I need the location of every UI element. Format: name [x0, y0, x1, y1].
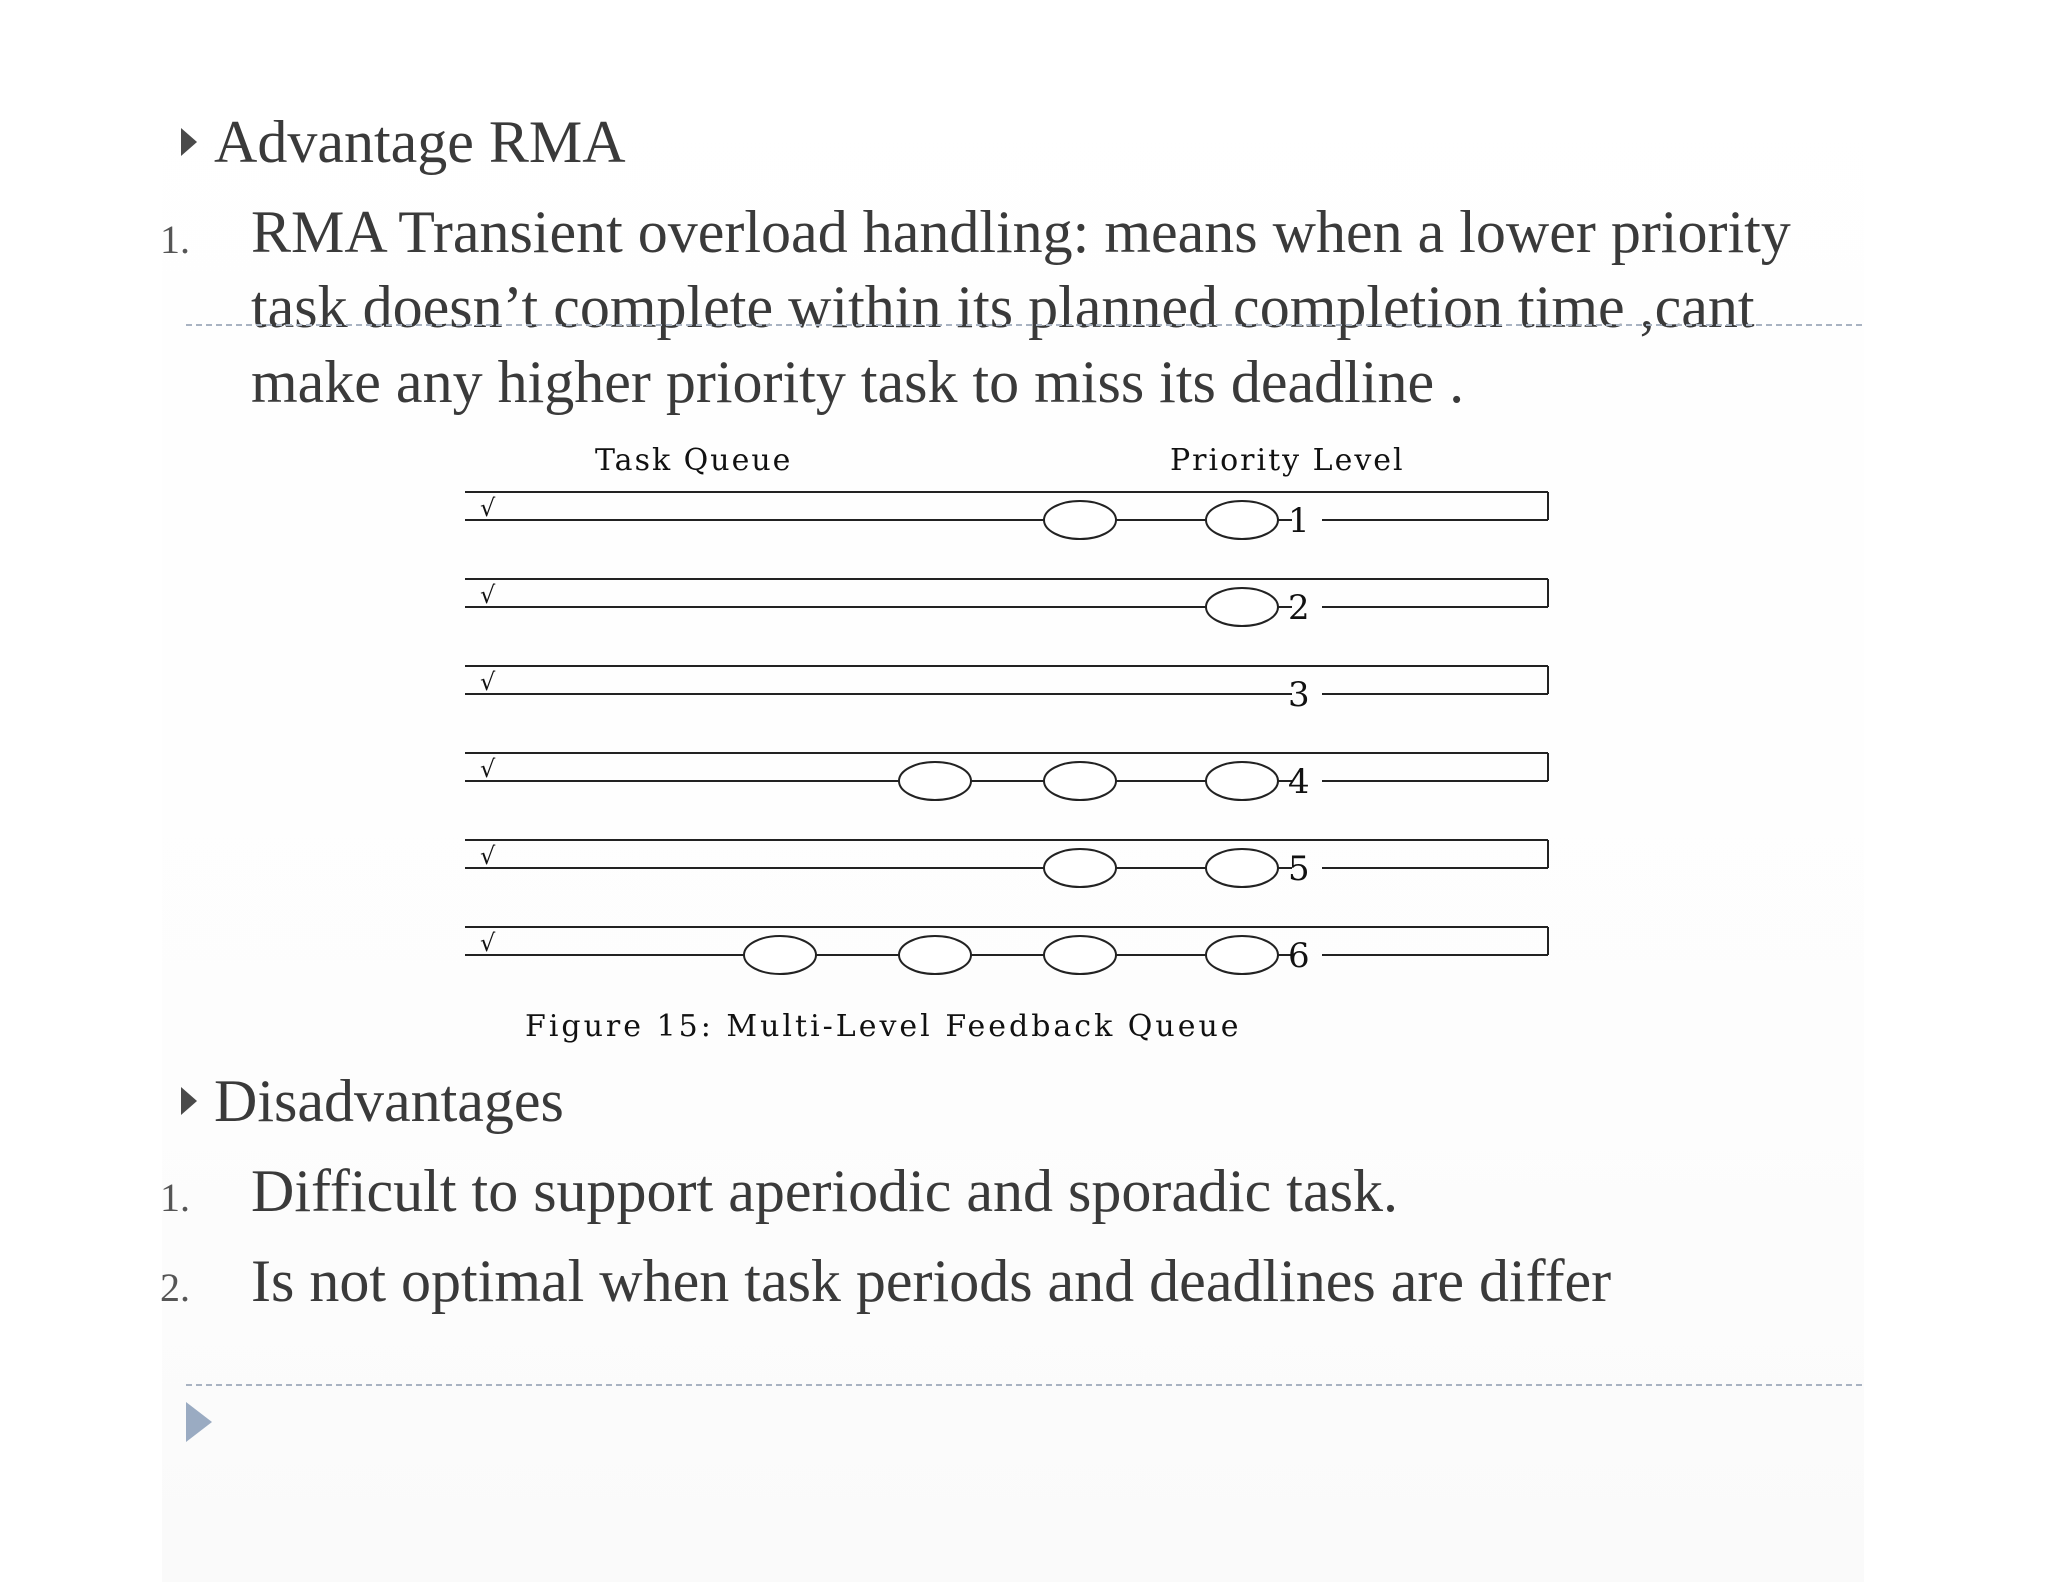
- advantage-item-number: 1.: [160, 217, 190, 262]
- task-circle: [1206, 849, 1278, 887]
- priority-level-number: 1: [1288, 501, 1310, 541]
- disadvantage-item-text: Is not optimal when task periods and deadlines are differ: [251, 1248, 1612, 1314]
- footer-divider: [186, 1384, 1862, 1386]
- figure-caption: Figure 15: Multi-Level Feedback Queue: [525, 1009, 1242, 1044]
- priority-level-number: 6: [1288, 936, 1310, 976]
- task-circle: [899, 936, 971, 974]
- advantage-item-line: RMA Transient overload handling: means when a lower priority: [251, 199, 1791, 265]
- priority-level-label: Priority Level: [1170, 443, 1405, 478]
- task-circle: [1206, 762, 1278, 800]
- mlfq-figure: [440, 430, 1580, 1050]
- task-circle: [899, 762, 971, 800]
- task-circle: [1206, 936, 1278, 974]
- task-circle: [1206, 501, 1278, 539]
- priority-level-number: 3: [1288, 675, 1310, 715]
- queue-entry-arrow-icon: √: [480, 581, 496, 609]
- priority-level-number: 5: [1288, 849, 1310, 889]
- queue-levels: [465, 492, 1548, 976]
- next-slide-icon[interactable]: [186, 1402, 212, 1442]
- advantage-item-line: make any higher priority task to miss its deadline .: [251, 349, 1465, 415]
- queue-entry-arrow-icon: √: [480, 668, 496, 696]
- advantage-heading: Advantage RMA: [214, 109, 626, 175]
- disadvantages-heading: Disadvantages: [214, 1068, 564, 1134]
- task-circle: [1206, 588, 1278, 626]
- queue-level-4: [465, 753, 1548, 802]
- queue-entry-arrow-icon: √: [480, 929, 496, 957]
- bullet-triangle-icon: [181, 1087, 197, 1115]
- queue-entry-arrow-icon: √: [480, 842, 496, 870]
- queue-level-5: [465, 840, 1548, 889]
- mlfq-diagram: [440, 430, 1580, 1050]
- priority-level-number: 4: [1288, 762, 1310, 802]
- disadvantage-item-text: Difficult to support aperiodic and sporadic task.: [251, 1158, 1398, 1224]
- bullet-triangle-icon: [181, 128, 197, 156]
- priority-level-number: 2: [1288, 588, 1310, 628]
- task-circle: [1044, 936, 1116, 974]
- task-circle: [1044, 501, 1116, 539]
- task-circle: [1044, 849, 1116, 887]
- queue-entry-arrow-icon: √: [480, 494, 496, 522]
- disadvantage-item-number: 2.: [160, 1265, 190, 1310]
- task-circle: [744, 936, 816, 974]
- queue-level-3: [465, 666, 1548, 715]
- queue-level-2: [465, 579, 1548, 628]
- header-divider: [186, 324, 1862, 326]
- queue-level-1: [465, 492, 1548, 541]
- queue-entry-arrow-icon: √: [480, 755, 496, 783]
- queue-level-6: [465, 927, 1548, 976]
- task-circle: [1044, 762, 1116, 800]
- advantage-item-line: task doesn’t complete within its planned completion time ,cant: [251, 274, 1755, 340]
- task-queue-label: Task Queue: [595, 443, 793, 478]
- disadvantage-item-number: 1.: [160, 1175, 190, 1220]
